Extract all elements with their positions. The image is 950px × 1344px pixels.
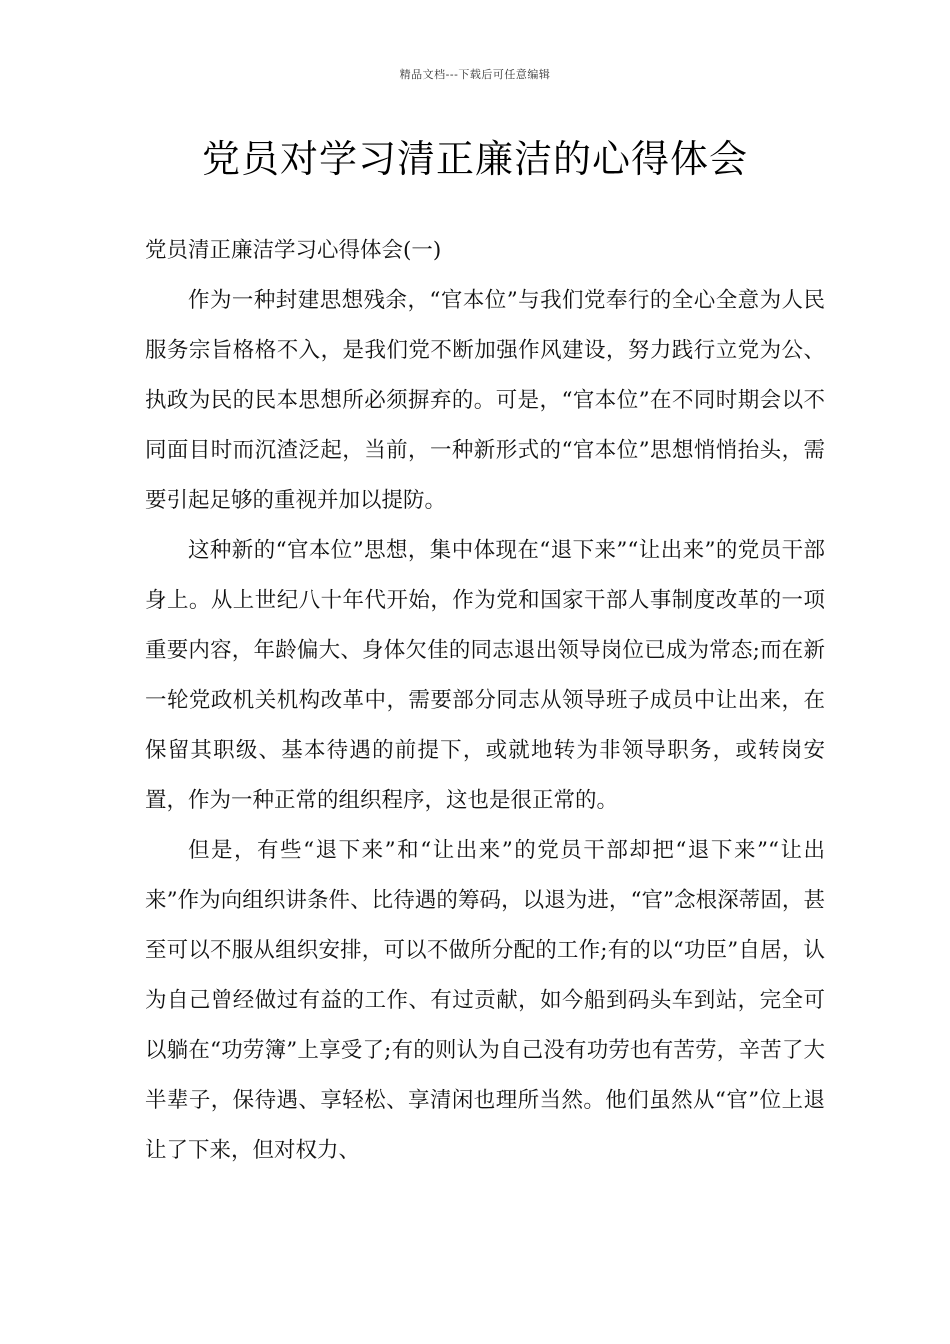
paragraph-3: 但是，有些“退下来”和“让出来”的党员干部却把“退下来”“让出来”作为向组织讲条件、比待遇的筹码，以退为进，“官”念根深蒂固，甚至可以不服从组织安排，可以不做所分配的工作;有的以“功臣”自居，认为自己曾经做过有益的工作、有过贡献，如今船到码头车到站，完全可以躺在“功劳簿”上享受了;有的则认为自己没有功劳也有苦劳，辛苦了大半辈子，保待遇、享轻松、享清闲也理所当然。他们虽然从“官”位上退让了下来，但对权力、 <box>145 838 825 1163</box>
document-title: 党员对学习清正廉洁的心得体会 <box>201 137 748 181</box>
paragraph-1: 作为一种封建思想残余，“官本位”与我们党奉行的全心全意为人民服务宗旨格格不入，是我们党不断加强作风建设，努力践行立党为公、执政为民的民本思想所必须摒弃的。可是，“官本位”在不同时期会以不同面目时而沉渣泛起，当前，一种新形式的“官本位”思想悄悄抬头，需要引起足够的重视并加以提防。 <box>145 288 825 513</box>
header-note: 精品文档---下载后可任意编辑 <box>399 68 551 81</box>
section-subtitle: 党员清正廉洁学习心得体会(一) <box>145 238 442 263</box>
paragraph-2: 这种新的“官本位”思想，集中体现在“退下来”“让出来”的党员干部身上。从上世纪八十年代开始，作为党和国家干部人事制度改革的一项重要内容，年龄偏大、身体欠佳的同志退出领导岗位已成为常态;而在新一轮党政机关机构改革中，需要部分同志从领导班子成员中让出来，在保留其职级、基本待遇的前提下，或就地转为非领导职务，或转岗安置，作为一种正常的组织程序，这也是很正常的。 <box>145 538 825 813</box>
document-body <box>145 226 825 1176</box>
